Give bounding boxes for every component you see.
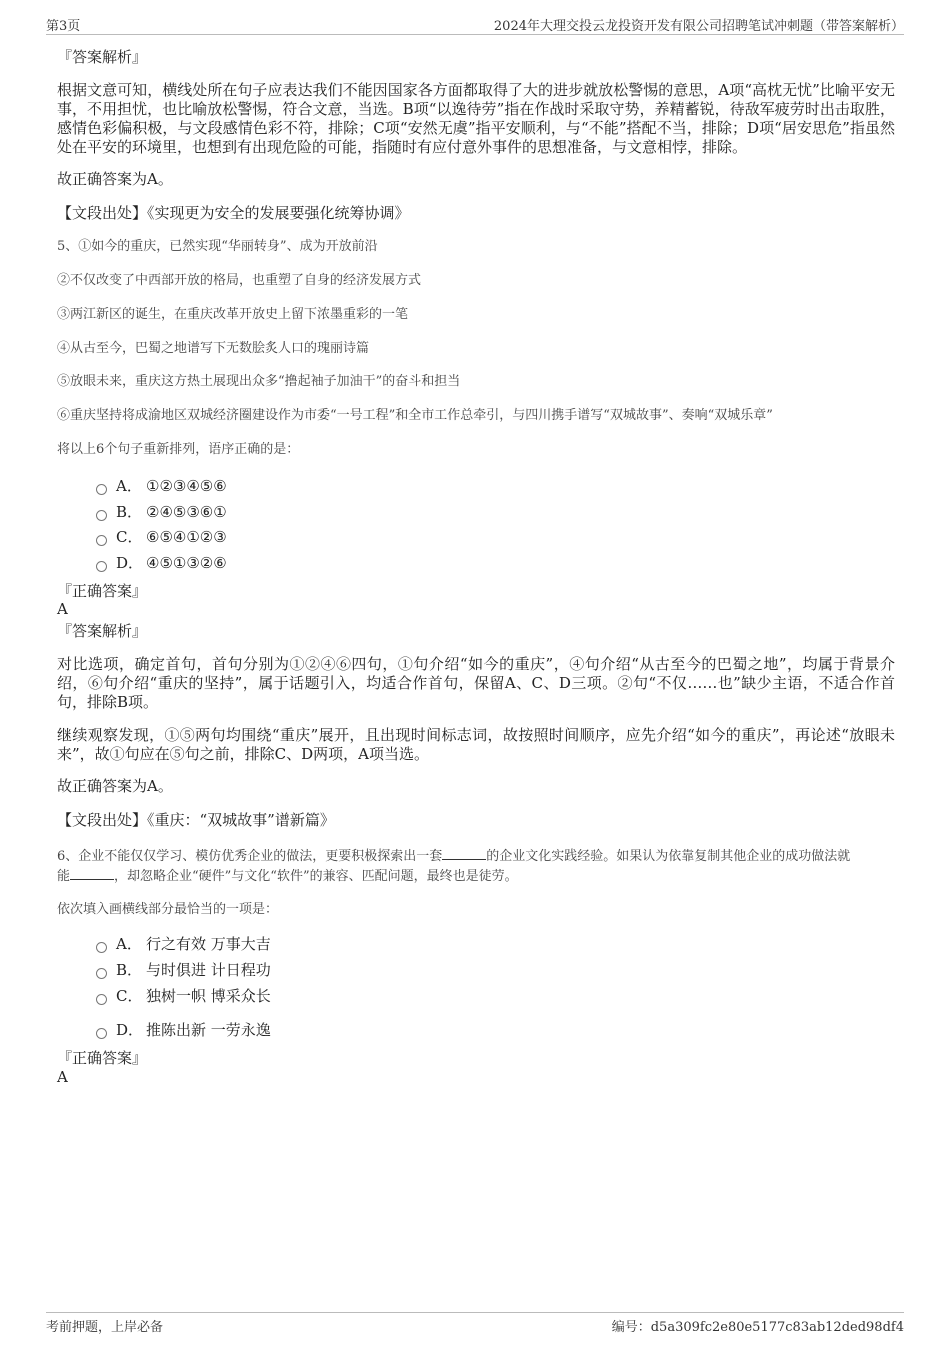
q5-answer: A — [57, 600, 68, 618]
q6-option-b[interactable]: B． 与时俱进 计日程功 — [96, 960, 271, 980]
radio-icon[interactable] — [96, 510, 107, 521]
q5-analysis-paragraph-2: 继续观察发现，①⑤两句均围绕“重庆”展开，且出现时间标志词，故按照时间顺序，应先介绍“如今的重庆”，再论述“放眼未来”，故①句应在⑤句之前，排除C、D两项，A项当选。 — [57, 726, 895, 763]
radio-icon[interactable] — [96, 561, 107, 572]
answer-blank — [442, 846, 486, 860]
q5-prompt: 将以上6个句子重新排列，语序正确的是： — [57, 442, 300, 457]
q6-option-c[interactable]: C． 独树一帜 博采众长 — [96, 986, 271, 1006]
q6-prompt: 依次填入画横线部分最恰当的一项是： — [57, 902, 279, 917]
q5-sentence-3: ③两江新区的诞生，在重庆改革开放史上留下浓墨重彩的一笔 — [57, 307, 409, 322]
q6-option-a[interactable]: A． 行之有效 万事大吉 — [96, 934, 271, 954]
radio-icon[interactable] — [96, 535, 107, 546]
q5-conclusion: 故正确答案为A。 — [57, 777, 173, 795]
q5-option-b[interactable]: B． ②④⑤③⑥① — [96, 502, 227, 522]
q5-analysis-heading: 『答案解析』 — [57, 622, 148, 640]
q5-analysis-paragraph-1: 对比选项，确定首句，首句分别为①②④⑥四句，①句介绍“如今的重庆”，④句介绍“从古至今的巴蜀之地”，均属于背景介绍，⑥句介绍“重庆的坚持”，属于话题引入，均适合作首句，保留A、C、D三项。②句“不仅……也”缺少主语，不适合作首句，排除B项。 — [57, 655, 895, 711]
q5-sentence-5: ⑤放眼未来，重庆这方热土展现出众多“撸起袖子加油干”的奋斗和担当 — [57, 374, 461, 389]
q4-analysis-heading: 『答案解析』 — [57, 48, 148, 66]
q4-conclusion: 故正确答案为A。 — [57, 170, 173, 188]
q5-answer-heading: 『正确答案』 — [57, 582, 148, 600]
q6-answer: A — [57, 1068, 68, 1086]
radio-icon[interactable] — [96, 942, 107, 953]
q5-source: 【文段出处】《重庆：“双城故事”谱新篇》 — [57, 811, 335, 829]
q4-source: 【文段出处】《实现更为安全的发展要强化统筹协调》 — [57, 204, 410, 222]
q4-analysis-paragraph: 根据文意可知，横线处所在句子应表达我们不能因国家各方面都取得了大的进步就放松警惕的意思，A项“高枕无忧”比喻平安无事，不用担忧，也比喻放松警惕，符合文意，当选。B项“以逸待劳”指在作战时采取守势，养精蓄锐，待敌军疲劳时出击取胜，感情色彩偏积极，与文段感情色彩不符，排除；C项“安然无虞”指平安顺利，与“不能”搭配不当，排除；D项“居安思危”指虽然处在平安的环境里，也想到有出现危险的可能，指随时有应付意外事件的思想准备，与文意相悖，排除。 — [57, 81, 895, 156]
q5-option-a[interactable]: A． ①②③④⑤⑥ — [96, 476, 227, 496]
document-title: 2024年大理交投云龙投资开发有限公司招聘笔试冲刺题（带答案解析） — [493, 19, 904, 34]
q6-answer-heading: 『正确答案』 — [57, 1049, 148, 1067]
page-header — [46, 14, 904, 35]
radio-icon[interactable] — [96, 1028, 107, 1039]
q5-sentence-6: ⑥重庆坚持将成渝地区双城经济圈建设作为市委“一号工程”和全市工作总牵引，与四川携手谱写“双城故事”、奏响“双城乐章” — [57, 408, 773, 423]
q5-sentence-4: ④从古至今，巴蜀之地谱写下无数脍炙人口的瑰丽诗篇 — [57, 341, 370, 356]
page-footer — [46, 1312, 904, 1335]
answer-blank — [70, 866, 114, 880]
q5-option-c[interactable]: C． ⑥⑤④①②③ — [96, 527, 227, 547]
q5-option-d[interactable]: D． ④⑤①③②⑥ — [96, 553, 227, 573]
radio-icon[interactable] — [96, 994, 107, 1005]
q6-stem: 6、企业不能仅仅学习、模仿优秀企业的做法，更要积极探索出一套 的企业文化实践经验。如果认为依靠复制其他企业的成功做法就 能 ，却忽略企业“硬件”与文化“软件”的兼容、匹配问题，最终也是徒劳。 — [57, 846, 895, 886]
footer-slogan: 考前押题，上岸必备 — [46, 1320, 164, 1335]
radio-icon[interactable] — [96, 484, 107, 495]
q5-sentence-1: 5、①如今的重庆，已然实现“华丽转身”、成为开放前沿 — [57, 239, 378, 254]
q5-sentence-2: ②不仅改变了中西部开放的格局，也重塑了自身的经济发展方式 — [57, 273, 422, 288]
page-number: 第3页 — [46, 19, 81, 34]
document-id: 编号：d5a309fc2e80e5177c83ab12ded98df4 — [611, 1320, 904, 1335]
radio-icon[interactable] — [96, 968, 107, 979]
q6-option-d[interactable]: D． 推陈出新 一劳永逸 — [96, 1020, 271, 1040]
